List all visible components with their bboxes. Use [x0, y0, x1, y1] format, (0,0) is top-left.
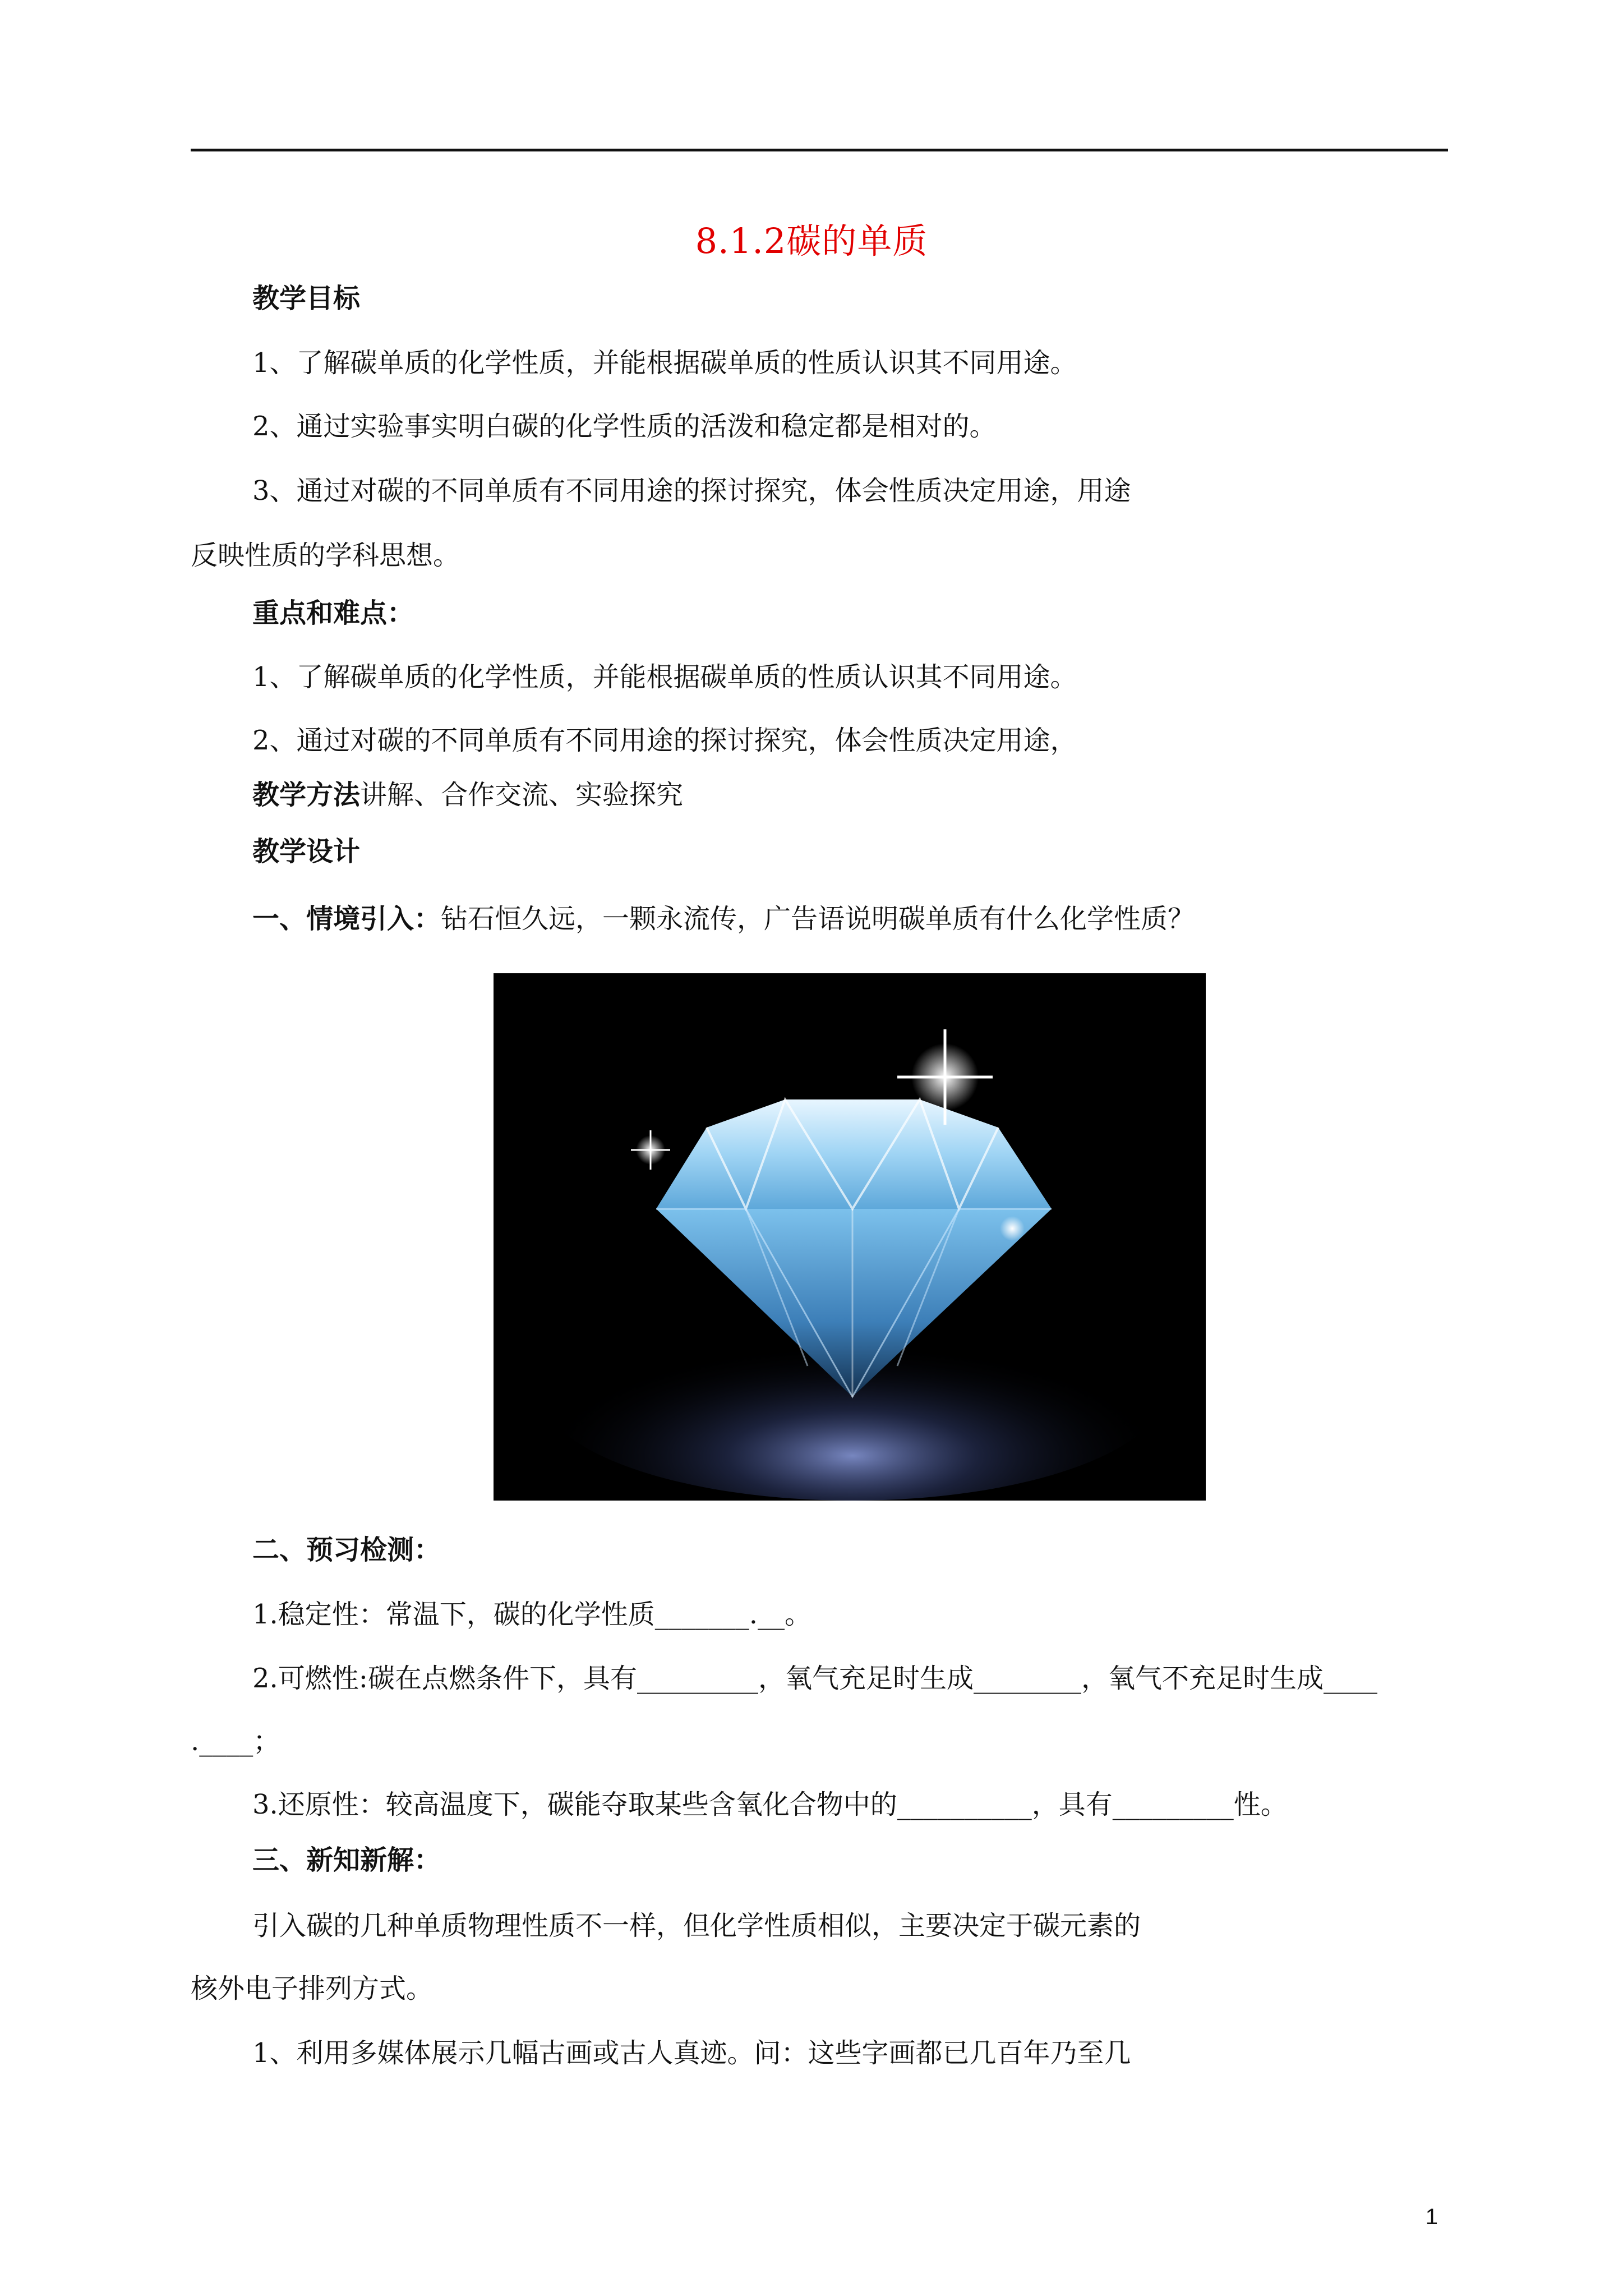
- new-knowledge-line-1: 引入碳的几种单质物理性质不一样，但化学性质相似，主要决定于碳元素的: [252, 1910, 1141, 1941]
- section-1-line: [252, 902, 1195, 936]
- goal-2: 2、通过实验事实明白碳的化学性质的活泼和稳定都是相对的。: [252, 411, 997, 442]
- new-knowledge-line-3: 1、利用多媒体展示几幅古画或古人真迹。问：这些字画都已几百年乃至几: [252, 2037, 1131, 2069]
- goal-1: 1、了解碳单质的化学性质，并能根据碳单质的性质认识其不同用途。: [252, 347, 1077, 379]
- method-label: 教学方法: [252, 779, 361, 811]
- diamond-illustration: [494, 973, 1206, 1501]
- section-1-label: 一、情境引入：: [252, 903, 441, 935]
- page-number: 1: [1425, 2205, 1438, 2229]
- method-text: 讲解、合作交流、实验探究: [360, 779, 684, 811]
- method-line: [252, 778, 683, 812]
- section-1-text: 钻石恒久远，一颗永流传，广告语说明碳单质有什么化学性质？: [441, 903, 1195, 935]
- design-heading: 教学设计: [252, 836, 361, 867]
- goal-3-line-2: 反映性质的学科思想。: [191, 540, 460, 571]
- pre-check-1: 1.稳定性：常温下，碳的化学性质_______.__。: [252, 1599, 812, 1630]
- pre-check-2-line-1: 2.可燃性:碳在点燃条件下，具有_________，氧气充足时生成________，氧气不充足时生成____: [252, 1663, 1377, 1694]
- pre-check-2-line-2: .____；: [191, 1726, 280, 1757]
- section-2-heading: 二、预习检测：: [252, 1534, 441, 1566]
- header-rule: [191, 149, 1448, 151]
- section-3-heading: 三、新知新解：: [252, 1844, 441, 1876]
- key-heading: 重点和难点：: [252, 597, 414, 629]
- pre-check-3: 3.还原性：较高温度下，碳能夺取某些含氧化合物中的__________，具有_________性。: [252, 1789, 1288, 1820]
- new-knowledge-line-2: 核外电子排列方式。: [191, 1973, 434, 2004]
- goal-3-line-1: 3、通过对碳的不同单质有不同用途的探讨探究，体会性质决定用途，用途: [252, 475, 1131, 507]
- key-point-1: 1、了解碳单质的化学性质，并能根据碳单质的性质认识其不同用途。: [252, 661, 1077, 693]
- page-title: 8.1.2碳的单质: [695, 220, 928, 261]
- diamond-image: [494, 973, 1206, 1501]
- key-point-2: 2、通过对碳的不同单质有不同用途的探讨探究，体会性质决定用途，: [252, 725, 1077, 756]
- goals-heading: 教学目标: [252, 283, 361, 314]
